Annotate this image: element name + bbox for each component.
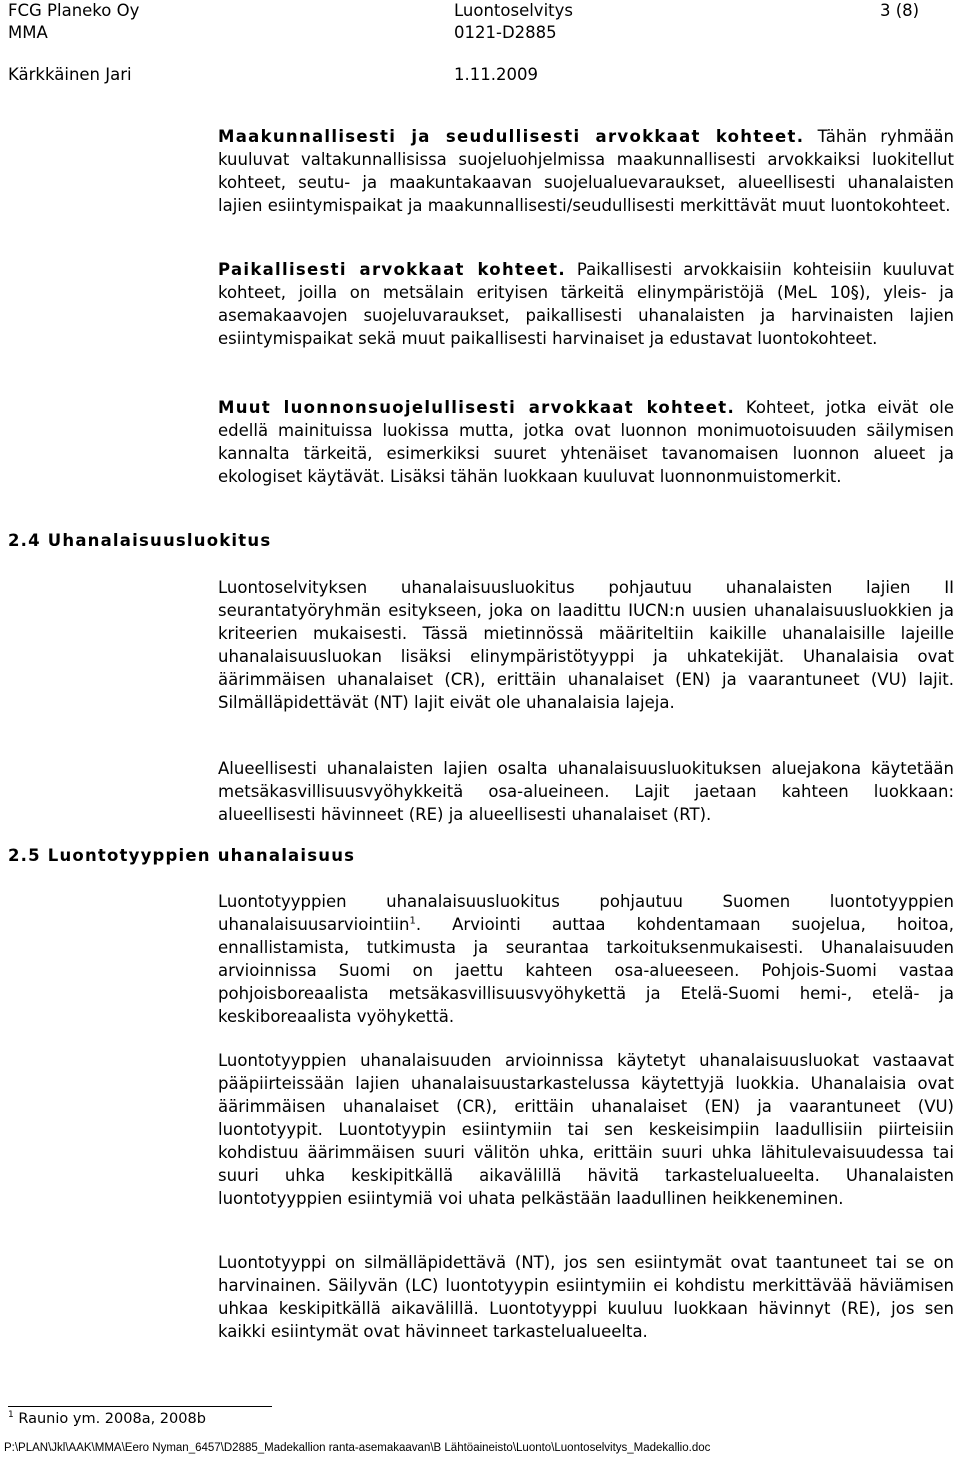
section-heading-2-5: 2.5 Luontotyyppien uhanalaisuus xyxy=(8,846,356,865)
section-2-4-paragraph-2 xyxy=(218,757,954,826)
footnote-reference[interactable]: 1 xyxy=(409,915,416,927)
document-title: Luontoselvitys xyxy=(454,1,573,20)
paragraph: Luontoselvityksen uhanalaisuusluokitus pohjautuu uhanalaisten lajien II seurantatyöryhmän esitykseen, joka on laadittu IUCN:n uusien uhanalaisuusluokkien ja kriteerien mukaisesti. Tässä mietinnössä määriteltiin kaikille uhanalaisille lajeille uhanalaisuusluokan lisäksi elinympäristötyyppi ja uhkatekijät. Uhanalaisia ovat äärimmäisen uhanalaiset (CR), erittäin uhanalaiset (EN) ja vaarantuneet (VU) lajit. Silmälläpidettävät (NT) lajit eivät ole uhanalaisia lajeja. xyxy=(218,578,954,712)
category-other xyxy=(218,396,954,488)
file-path: P:\PLAN\Jkl\AAK\MMA\Eero Nyman_6457\D2885_Madekallion ranta-asemakaavan\B Lähtöaineisto\Luonto\Luontoselvitys_Madekallio.doc xyxy=(4,1442,711,1454)
footnote-number: 1 xyxy=(8,1410,14,1421)
regional-heading: Maakunnallisesti ja seudullisesti arvokkaat kohteet. xyxy=(218,127,805,146)
company-name: FCG Planeko Oy xyxy=(8,1,140,20)
paragraph-text: Luontotyyppien uhanalaisuusluokitus pohjautuu Suomen luontotyyppien uhanalaisuusarviointiin xyxy=(218,892,954,934)
category-local xyxy=(218,258,954,350)
department-code: MMA xyxy=(8,23,48,42)
section-heading-2-4: 2.4 Uhanalaisuusluokitus xyxy=(8,531,272,550)
footnote xyxy=(8,1411,206,1427)
section-2-5-paragraph-1 xyxy=(218,890,954,1028)
other-heading: Muut luonnonsuojelullisesti arvokkaat kohteet. xyxy=(218,398,736,417)
paragraph: Luontotyyppi on silmälläpidettävä (NT), jos sen esiintymät ovat taantuneet tai se on harvinainen. Säilyvän (LC) luontotyypin esiintymiin ei kohdistu merkittävää häviämisen uhkaa keskipitkällä aikavälillä. Luontotyyppi kuuluu luokkaan hävinnyt (RE), jos sen kaikki esiintymät ovat hävinneet tarkastelualueelta. xyxy=(218,1253,954,1341)
section-2-5-paragraph-2 xyxy=(218,1049,954,1210)
footnote-separator xyxy=(8,1406,272,1407)
other-text: Kohteet, jotka eivät ole edellä mainituissa luokissa mutta, jotka ovat luonnon monimuotoisuuden säilymisen kannalta tärkeitä, esimerkiksi suuret yhtenäiset tavanomaisen luonnon alueet ja ekologiset käytävät. Lisäksi tähän luokkaan kuuluvat luonnonmuistomerkit. xyxy=(218,398,954,486)
paragraph-text: . Arviointi auttaa kohdentamaan suojelua, hoitoa, ennallistamista, tutkimusta ja seurantaa tarkoituksenmukaisesti. Uhanalaisuuden arvioinnissa Suomi on jaettu kahteen osa-alueeseen. Pohjois-Suomi vastaa pohjoisboreaalista metsäkasvillisuusvyöhykettä ja Etelä-Suomi hemi-, etelä- ja keskiboreaalista vyöhykettä. xyxy=(218,915,954,1026)
section-2-4-paragraph-1 xyxy=(218,576,954,714)
local-heading: Paikallisesti arvokkaat kohteet. xyxy=(218,260,566,279)
regional-text: Tähän ryhmään kuuluvat valtakunnallisissa suojeluohjelmissa maakunnallisesti arvokkaiksi luokitellut kohteet, seutu- ja maakuntakaavan suojelualuevaraukset, alueellisesti uhanalaisten lajien esiintymispaikat ja maakunnallisesti/seudullisesti merkittävät muut luontokohteet. xyxy=(218,127,955,215)
author-name: Kärkkäinen Jari xyxy=(8,65,132,84)
page-number: 3 (8) xyxy=(880,1,920,20)
paragraph: Luontotyyppien uhanalaisuuden arvioinnissa käytetyt uhanalaisuusluokat vastaavat pääpiirteissään lajien uhanalaisuustarkastelussa käytettyjä luokkia. Uhanalaisia ovat äärimmäisen uhanalaiset (CR), erittäin uhanalaiset (EN) ja vaarantuneet (VU) luontotyypit. Luontotyypin esiintymiin tai sen keskeisimpiin laadullisiin piirteisiin kohdistuu äärimmäisen suuri välitön uhka, erittäin suuri uhka lähitulevaisuudessa tai suuri uhka keskipitkällä aikavälillä hävitä tarkastelualueelta. Uhanalaisten luontotyyppien esiintymiä voi uhata pelkästään laadullinen heikkeneminen. xyxy=(218,1051,954,1208)
document-date: 1.11.2009 xyxy=(454,65,538,84)
document-code: 0121-D2885 xyxy=(454,23,557,42)
footnote-text: Raunio ym. 2008a, 2008b xyxy=(13,1411,206,1427)
paragraph: Alueellisesti uhanalaisten lajien osalta uhanalaisuusluokituksen aluejakona käytetään metsäkasvillisuusvyöhykkeitä osa-alueineen. Lajit jaetaan kahteen luokkaan: alueellisesti hävinneet (RE) ja alueellisesti uhanalaiset (RT). xyxy=(218,759,954,824)
category-regional xyxy=(218,125,954,217)
local-text: Paikallisesti arvokkaisiin kohteisiin kuuluvat kohteet, joilla on metsälain erityisen tärkeitä elinympäristöjä (MeL 10§), yleis- ja asemakaavojen suojeluvaraukset, paikallisesti uhanalaisten ja harvinaisten lajien esiintymispaikat sekä muut paikallisesti harvinaiset ja edustavat luontokohteet. xyxy=(218,260,954,348)
section-2-5-paragraph-3 xyxy=(218,1251,954,1343)
